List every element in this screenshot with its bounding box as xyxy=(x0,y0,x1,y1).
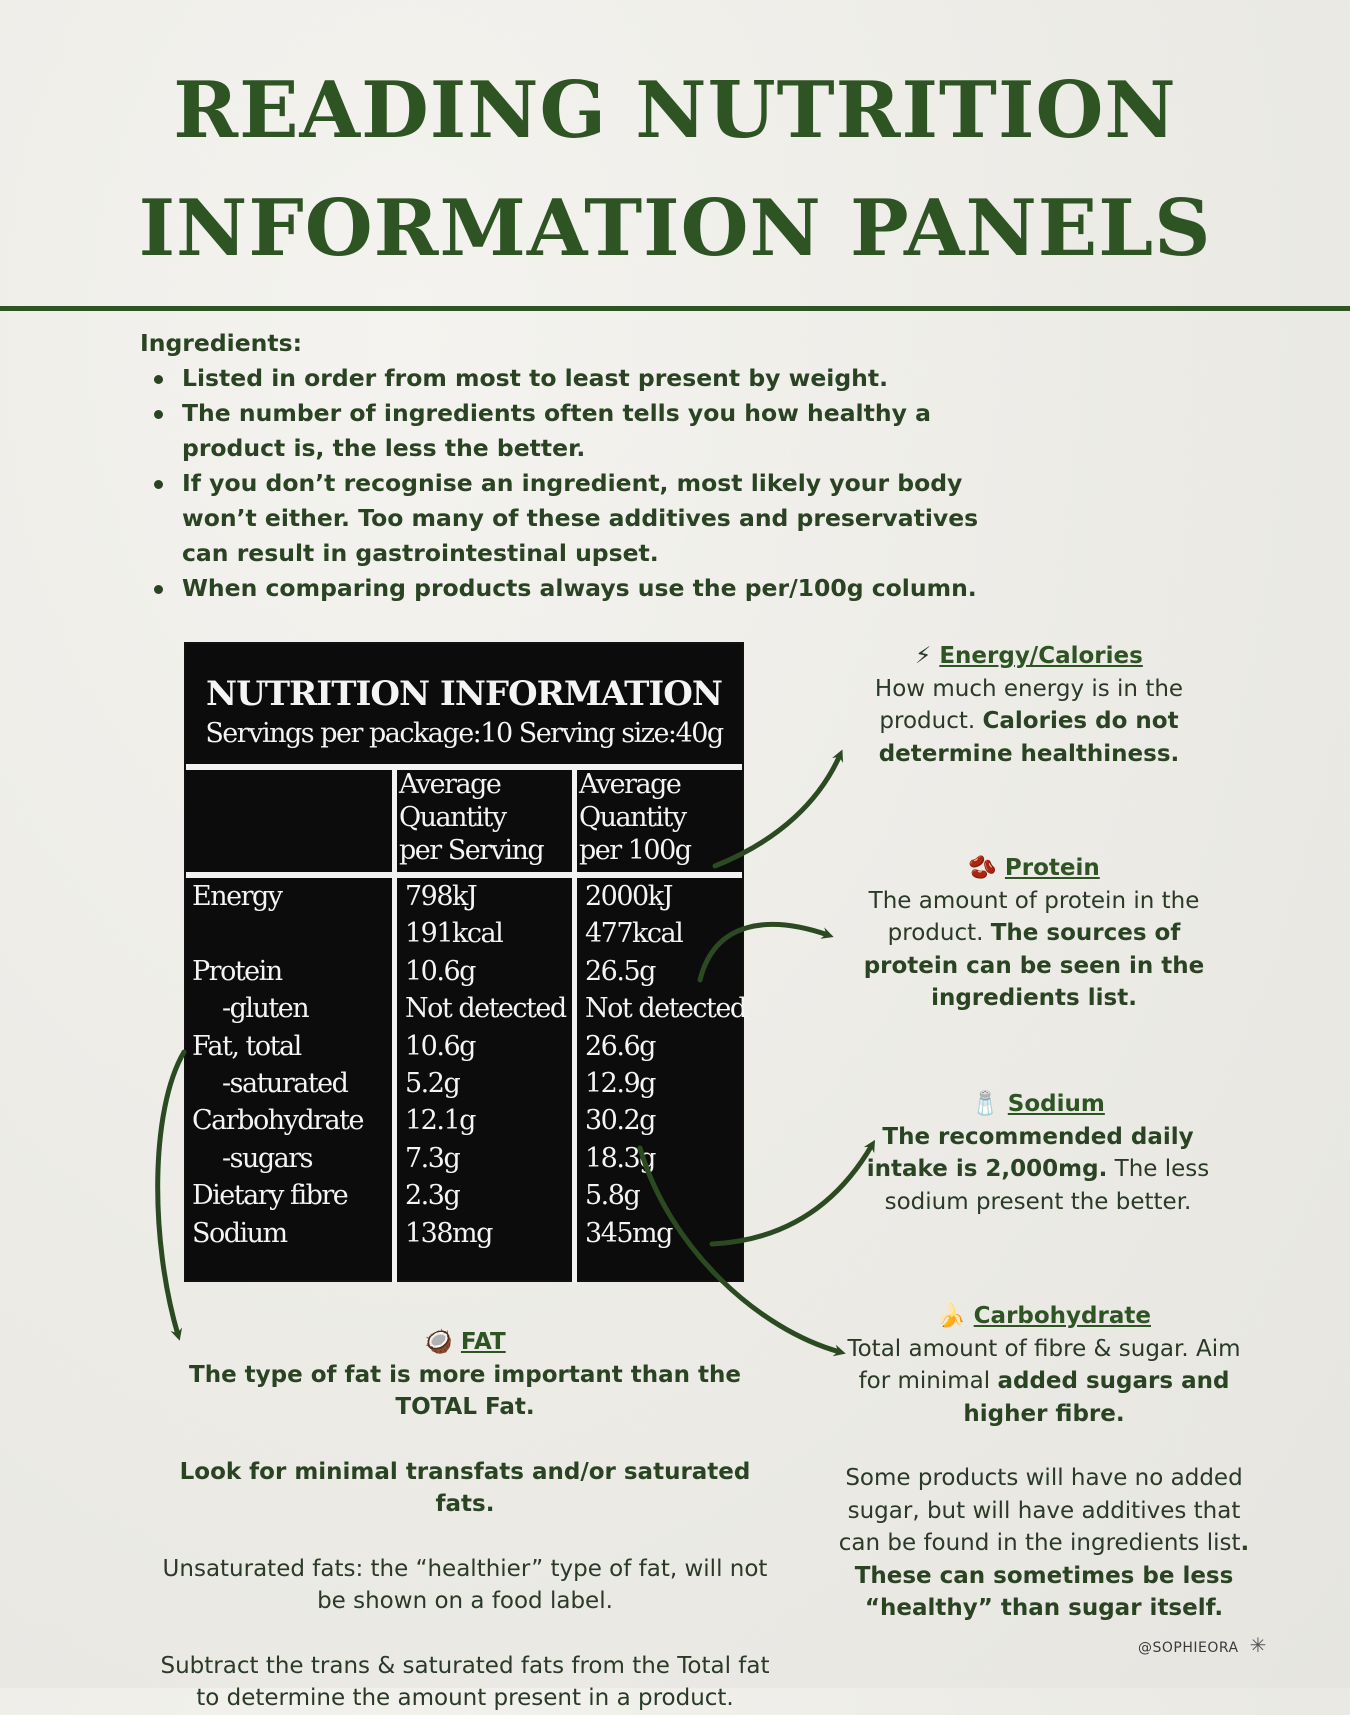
column-header-per100g: Average Quantity per 100g xyxy=(579,769,691,866)
row-value-per100g: 345mg xyxy=(585,1217,672,1249)
row-label: -saturated xyxy=(222,1068,348,1099)
column-header-serving: Average Quantity per Serving xyxy=(399,769,544,866)
callout-energy-body: How much energy is in the product. Calories do not determine healthiness. xyxy=(874,675,1184,767)
row-value-per100g: 18.3g xyxy=(585,1142,655,1174)
row-value-per100g: 26.5g xyxy=(585,955,655,987)
row-value-serving: 2.3g xyxy=(405,1180,460,1212)
list-item: Listed in order from most to least present by weight. xyxy=(140,361,1020,396)
callout-energy xyxy=(836,640,1222,770)
table-row xyxy=(192,1102,740,1139)
panel-title: NUTRITION INFORMATION xyxy=(206,674,722,714)
callout-fat-tip: Look for minimal transfats and/or saturated fats. xyxy=(179,1458,751,1517)
callout-fat xyxy=(150,1326,780,1715)
row-label: Energy xyxy=(192,881,282,912)
row-value-serving: 5.2g xyxy=(405,1068,460,1099)
callout-carbohydrate-note: Some products will have no added sugar, but will have additives that can be found in the ingredients list. These can sometimes be less “healthy” than sugar itself. xyxy=(838,1465,1250,1621)
coconut-icon: 🥥 xyxy=(424,1329,453,1355)
callout-carbohydrate-body: Total amount of fibre & sugar. Aim for minimal added sugars and higher fibre. xyxy=(847,1335,1241,1427)
row-value-per100g: 477kcal xyxy=(585,918,683,950)
list-item: The number of ingredients often tells you how healthy a product is, the less the better. xyxy=(140,396,1020,466)
row-label: Dietary fibre xyxy=(192,1180,348,1212)
callout-sodium xyxy=(866,1088,1210,1218)
row-label: Protein xyxy=(192,955,282,987)
row-label: Carbohydrate xyxy=(192,1105,363,1137)
title-line-2: INFORMATION PANELS xyxy=(138,183,1212,274)
banana-icon: 🍌 xyxy=(937,1303,966,1329)
table-row xyxy=(192,878,740,915)
row-value-per100g: 30.2g xyxy=(585,1105,655,1137)
row-value-serving: 191kcal xyxy=(405,918,503,950)
row-value-serving: 10.6g xyxy=(405,955,475,987)
callout-sodium-body: The recommended daily intake is 2,000mg. The less sodium present the better. xyxy=(866,1123,1210,1215)
page-title xyxy=(0,52,1350,288)
row-value-serving: 7.3g xyxy=(405,1142,460,1174)
row-value-per100g: 12.9g xyxy=(585,1068,655,1099)
list-item: If you don’t recognise an ingredient, most likely your body won’t either. Too many of these additives and preservatives can result in gastrointestinal upset. xyxy=(140,466,1020,571)
row-value-serving: 138mg xyxy=(405,1217,492,1249)
table-row xyxy=(192,1215,740,1252)
title-line-1: READING NUTRITION xyxy=(173,65,1177,156)
callout-protein-heading: 🫘 Protein xyxy=(846,852,1222,885)
callout-fat-body: The type of fat is more important than the TOTAL Fat. xyxy=(189,1361,741,1420)
callout-fat-unsaturated: Unsaturated fats: the “healthier” type of fat, will not be shown on a food label. xyxy=(162,1555,768,1614)
row-label: Sodium xyxy=(192,1217,287,1249)
row-value-per100g: 5.8g xyxy=(585,1180,640,1212)
callout-carbohydrate xyxy=(836,1300,1252,1625)
callout-carbohydrate-heading: 🍌 Carbohydrate xyxy=(836,1300,1252,1333)
row-value-per100g: Not detected xyxy=(585,993,746,1025)
row-value-serving: 798kJ xyxy=(405,881,477,912)
callout-sodium-heading: 🧂 Sodium xyxy=(866,1088,1210,1121)
table-row xyxy=(192,1065,740,1102)
callout-protein-body: The amount of protein in the product. The sources of protein can be seen in the ingredients list. xyxy=(863,887,1205,1011)
table-row xyxy=(192,1028,740,1065)
row-value-serving: 12.1g xyxy=(405,1105,475,1137)
row-label: Fat, total xyxy=(192,1030,301,1062)
row-label: -gluten xyxy=(222,993,309,1025)
panel-subtitle: Servings per package:10 Serving size:40g xyxy=(205,718,723,749)
row-value-per100g: 2000kJ xyxy=(585,881,672,912)
watermark: @SOPHIEORA ✳ xyxy=(1138,1633,1267,1657)
table-row xyxy=(192,915,740,952)
row-label: -sugars xyxy=(222,1142,313,1174)
row-value-serving: 10.6g xyxy=(405,1030,475,1062)
table-row xyxy=(192,1177,740,1214)
callout-protein xyxy=(846,852,1222,1015)
table-row xyxy=(192,990,746,1027)
ingredients-section xyxy=(140,326,1020,606)
list-item: When comparing products always use the per/100g column. xyxy=(140,571,1020,606)
sparkle-icon: ✳ xyxy=(1249,1633,1267,1657)
callout-fat-subtract: Subtract the trans & saturated fats from the Total fat to determine the amount present in a product. xyxy=(160,1652,770,1711)
callout-energy-heading: ⚡ Energy/Calories xyxy=(836,640,1222,673)
row-value-per100g: 26.6g xyxy=(585,1030,655,1062)
table-row xyxy=(192,953,740,990)
arrow-fat xyxy=(158,1052,184,1335)
ingredients-heading: Ingredients: xyxy=(140,329,302,357)
ingredients-list xyxy=(140,361,1020,606)
bean-icon: 🫘 xyxy=(968,855,997,881)
table-row xyxy=(192,1140,740,1177)
nutrition-panel xyxy=(184,642,744,1282)
header-divider xyxy=(0,306,1350,311)
row-value-serving: Not detected xyxy=(405,993,566,1025)
salt-shaker-icon: 🧂 xyxy=(971,1091,1000,1117)
lightning-icon: ⚡ xyxy=(915,643,932,669)
callout-fat-heading: 🥥 FAT xyxy=(150,1326,780,1359)
